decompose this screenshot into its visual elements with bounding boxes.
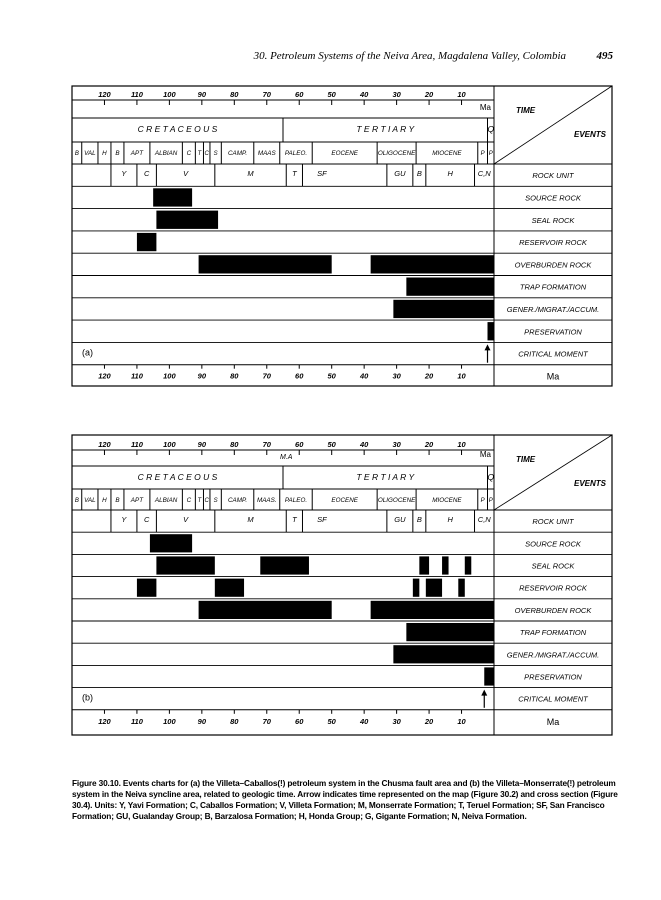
tick-label-top: 110 — [130, 90, 143, 99]
tick-label-top: 70 — [262, 90, 271, 99]
stage-label: APT — [130, 497, 144, 504]
event-label: CRITICAL MOMENT — [518, 694, 588, 704]
stage-label: PALEO. — [284, 150, 308, 157]
unit-label: B — [416, 169, 422, 178]
stage-label: B — [74, 151, 79, 157]
stage-label: T — [197, 151, 202, 157]
tick-label-top: 10 — [457, 440, 466, 449]
tick-label-top: 90 — [197, 440, 207, 449]
event-bar — [413, 579, 419, 597]
tick-label-top: 60 — [295, 90, 304, 99]
events-chart-a — [0, 84, 661, 414]
event-bar — [393, 300, 494, 318]
event-label: SOURCE ROCK — [525, 539, 581, 549]
tick-label-top: 20 — [424, 440, 434, 449]
panel-label: (a) — [82, 347, 93, 358]
event-bar — [426, 579, 442, 597]
stage-label: C — [204, 151, 209, 157]
tick-label-bottom: 110 — [130, 371, 143, 381]
tick-label-bottom: 60 — [295, 716, 304, 726]
stage-label: MIOCENE — [432, 150, 462, 157]
tick-label-top: 50 — [327, 90, 336, 99]
period-label: T E R T I A R Y — [356, 124, 415, 134]
tick-label-bottom: 90 — [197, 716, 207, 726]
tick-label-bottom: 70 — [262, 716, 271, 726]
critical-moment-arrowhead — [485, 344, 491, 350]
stage-label: CAMP. — [227, 497, 248, 504]
stage-label: ALBIAN — [154, 150, 178, 157]
event-label: ROCK UNIT — [532, 517, 574, 527]
tick-label-top: 70 — [262, 440, 271, 449]
events-chart-b — [0, 433, 661, 743]
stage-label: S — [213, 151, 218, 157]
tick-label-bottom: 10 — [457, 716, 466, 726]
event-label: SOURCE ROCK — [525, 193, 581, 203]
unit-label: C,N — [477, 169, 491, 178]
tick-label-top: 50 — [327, 440, 336, 449]
stage-label: P — [488, 498, 493, 504]
tick-label-bottom: 110 — [130, 716, 143, 726]
unit-label: SF — [317, 169, 327, 178]
running-title: 30. Petroleum Systems of the Neiva Area, Magdalena Valley, Colombia — [253, 50, 566, 62]
tick-label-top: 80 — [230, 90, 239, 99]
stage-label: S — [213, 498, 218, 504]
panel-label: (b) — [82, 692, 93, 703]
stage-label: PALEO. — [284, 497, 308, 504]
tick-label-top: 10 — [457, 90, 466, 99]
event-bar — [199, 601, 332, 619]
ma-label-bottom: Ma — [546, 716, 560, 727]
tick-label-bottom: 30 — [392, 371, 401, 381]
event-bar — [419, 556, 429, 574]
tick-label-top: 20 — [424, 90, 434, 99]
stage-label: EOCENE — [331, 497, 358, 504]
unit-label: T — [292, 515, 297, 524]
unit-label: GU — [394, 515, 406, 524]
tick-label-bottom: 30 — [392, 716, 401, 726]
event-label: RESERVOIR ROCK — [519, 583, 587, 593]
header-diagonal — [494, 435, 612, 510]
tick-label-bottom: 20 — [424, 371, 434, 381]
unit-label: SF — [317, 515, 327, 524]
stage-label: B — [74, 498, 79, 504]
tick-label-top: 30 — [392, 440, 401, 449]
tick-label-bottom: 80 — [230, 716, 239, 726]
stage-label: OLIGOCENE — [377, 497, 416, 504]
stage-label: ALBIAN — [154, 497, 178, 504]
events-label: EVENTS — [573, 130, 606, 139]
event-bar — [215, 579, 244, 597]
stage-label: VAL — [84, 497, 96, 504]
unit-label: H — [447, 169, 453, 178]
event-bar — [199, 255, 332, 273]
ma-label-mid: M.A — [280, 454, 293, 461]
event-bar — [153, 188, 192, 206]
event-bar — [137, 233, 156, 251]
ma-label-top: Ma — [479, 450, 491, 459]
tick-label-top: 40 — [359, 90, 369, 99]
event-label: OVERBURDEN ROCK — [514, 605, 592, 615]
tick-label-top: 100 — [163, 90, 176, 99]
tick-label-top: 110 — [130, 440, 143, 449]
event-bar — [488, 322, 494, 340]
time-label: TIME — [516, 455, 536, 464]
figure-caption: Figure 30.10. Events charts for (a) the Villeta–Caballos(!) petroleum system in the Chusma fault area and (b) the Villeta–Monserrate(!) petroleum system in the Neiva syncline area, related to geologic time. Arrow indicates time represented on the map (Figure 30.2) and cross section (Figure 30.4). Units: Y, Yavi Formation; C, Caballos Formation; V, Villeta Formation; M, Monserrate Formation; T, Teruel Formation; SF, San Francisco Formation; GU, Gualanday Group; B, Barzalosa Formation; H, Honda Group; G, Gigante Formation; N, Neiva Formation. — [72, 778, 618, 821]
tick-label-bottom: 70 — [262, 371, 271, 381]
unit-label: H — [447, 515, 453, 524]
events-label: EVENTS — [573, 479, 606, 488]
period-label: C R E T A C E O U S — [137, 472, 218, 482]
event-bar — [156, 211, 218, 229]
stage-label: APT — [130, 150, 144, 157]
tick-label-bottom: 20 — [424, 716, 434, 726]
event-label: PRESERVATION — [524, 672, 582, 682]
event-label: TRAP FORMATION — [519, 628, 587, 638]
tick-label-bottom: 80 — [230, 371, 239, 381]
event-bar — [406, 278, 494, 296]
event-bar — [371, 255, 494, 273]
unit-label: C — [143, 515, 150, 524]
stage-label: C — [186, 497, 192, 504]
stage-label: T — [197, 498, 202, 504]
tick-label-bottom: 10 — [457, 371, 466, 381]
event-bar — [393, 645, 494, 663]
stage-label: P — [480, 498, 485, 504]
tick-label-bottom: 40 — [359, 716, 369, 726]
tick-label-bottom: 100 — [163, 371, 176, 381]
tick-label-bottom: 50 — [327, 716, 336, 726]
event-label: SEAL ROCK — [531, 561, 575, 571]
unit-label: T — [292, 169, 297, 178]
stage-label: B — [115, 497, 120, 504]
tick-label-bottom: 120 — [98, 371, 111, 381]
unit-label: C,N — [477, 515, 491, 524]
tick-label-bottom: 60 — [295, 371, 304, 381]
header-diagonal — [494, 86, 612, 164]
event-label: PRESERVATION — [524, 327, 582, 337]
tick-label-bottom: 120 — [98, 716, 111, 726]
event-bar — [458, 579, 464, 597]
unit-label: C — [143, 169, 150, 178]
tick-label-top: 100 — [163, 440, 176, 449]
stage-label: B — [115, 150, 120, 157]
event-bar — [484, 667, 494, 685]
unit-label: B — [416, 515, 422, 524]
unit-label: M — [247, 169, 254, 178]
event-label: GENER./MIGRAT./ACCUM. — [506, 650, 600, 660]
stage-label: EOCENE — [331, 150, 358, 157]
stage-label: MAAS. — [256, 497, 277, 504]
stage-label: MIOCENE — [432, 497, 462, 504]
tick-label-top: 40 — [359, 440, 369, 449]
event-bar — [371, 601, 494, 619]
tick-label-top: 120 — [98, 440, 111, 449]
event-label: CRITICAL MOMENT — [518, 349, 588, 359]
event-label: RESERVOIR ROCK — [519, 238, 587, 248]
event-bar — [137, 579, 156, 597]
event-bar — [406, 623, 494, 641]
ma-label-top: Ma — [479, 103, 491, 112]
time-label: TIME — [516, 106, 536, 115]
tick-label-top: 80 — [230, 440, 239, 449]
unit-label: V — [183, 515, 189, 524]
event-bar — [150, 534, 192, 552]
unit-label: Y — [121, 515, 127, 524]
stage-label: OLIGOCENE — [377, 150, 416, 157]
period-label: T E R T I A R Y — [356, 472, 415, 482]
stage-label: H — [102, 150, 107, 157]
stage-label: C — [204, 498, 209, 504]
stage-label: MAAS — [257, 150, 276, 157]
ma-label-bottom: Ma — [546, 371, 560, 382]
tick-label-top: 30 — [392, 90, 401, 99]
event-label: TRAP FORMATION — [519, 282, 587, 292]
event-label: OVERBURDEN ROCK — [514, 260, 592, 270]
page-number: 495 — [596, 50, 613, 62]
tick-label-top: 120 — [98, 90, 111, 99]
unit-label: GU — [394, 169, 406, 178]
event-bar — [156, 556, 214, 574]
stage-label: VAL — [84, 150, 96, 157]
event-label: SEAL ROCK — [531, 215, 575, 225]
running-header — [0, 50, 661, 68]
event-bar — [465, 556, 471, 574]
stage-label: P — [488, 151, 493, 157]
tick-label-top: 90 — [197, 90, 207, 99]
tick-label-bottom: 40 — [359, 371, 369, 381]
event-label: ROCK UNIT — [532, 171, 574, 181]
critical-moment-arrowhead — [481, 690, 487, 696]
stage-label: P — [480, 151, 485, 157]
unit-label: V — [183, 169, 189, 178]
stage-label: H — [102, 497, 107, 504]
period-label: Q — [487, 472, 495, 482]
event-bar — [260, 556, 309, 574]
period-label: Q — [487, 124, 495, 134]
period-label: C R E T A C E O U S — [137, 124, 218, 134]
event-label: GENER./MIGRAT./ACCUM. — [506, 304, 600, 314]
stage-label: C — [186, 150, 192, 157]
tick-label-bottom: 100 — [163, 716, 176, 726]
tick-label-top: 60 — [295, 440, 304, 449]
stage-label: CAMP. — [227, 150, 248, 157]
event-bar — [442, 556, 448, 574]
tick-label-bottom: 90 — [197, 371, 207, 381]
unit-label: M — [247, 515, 254, 524]
tick-label-bottom: 50 — [327, 371, 336, 381]
unit-label: Y — [121, 169, 127, 178]
